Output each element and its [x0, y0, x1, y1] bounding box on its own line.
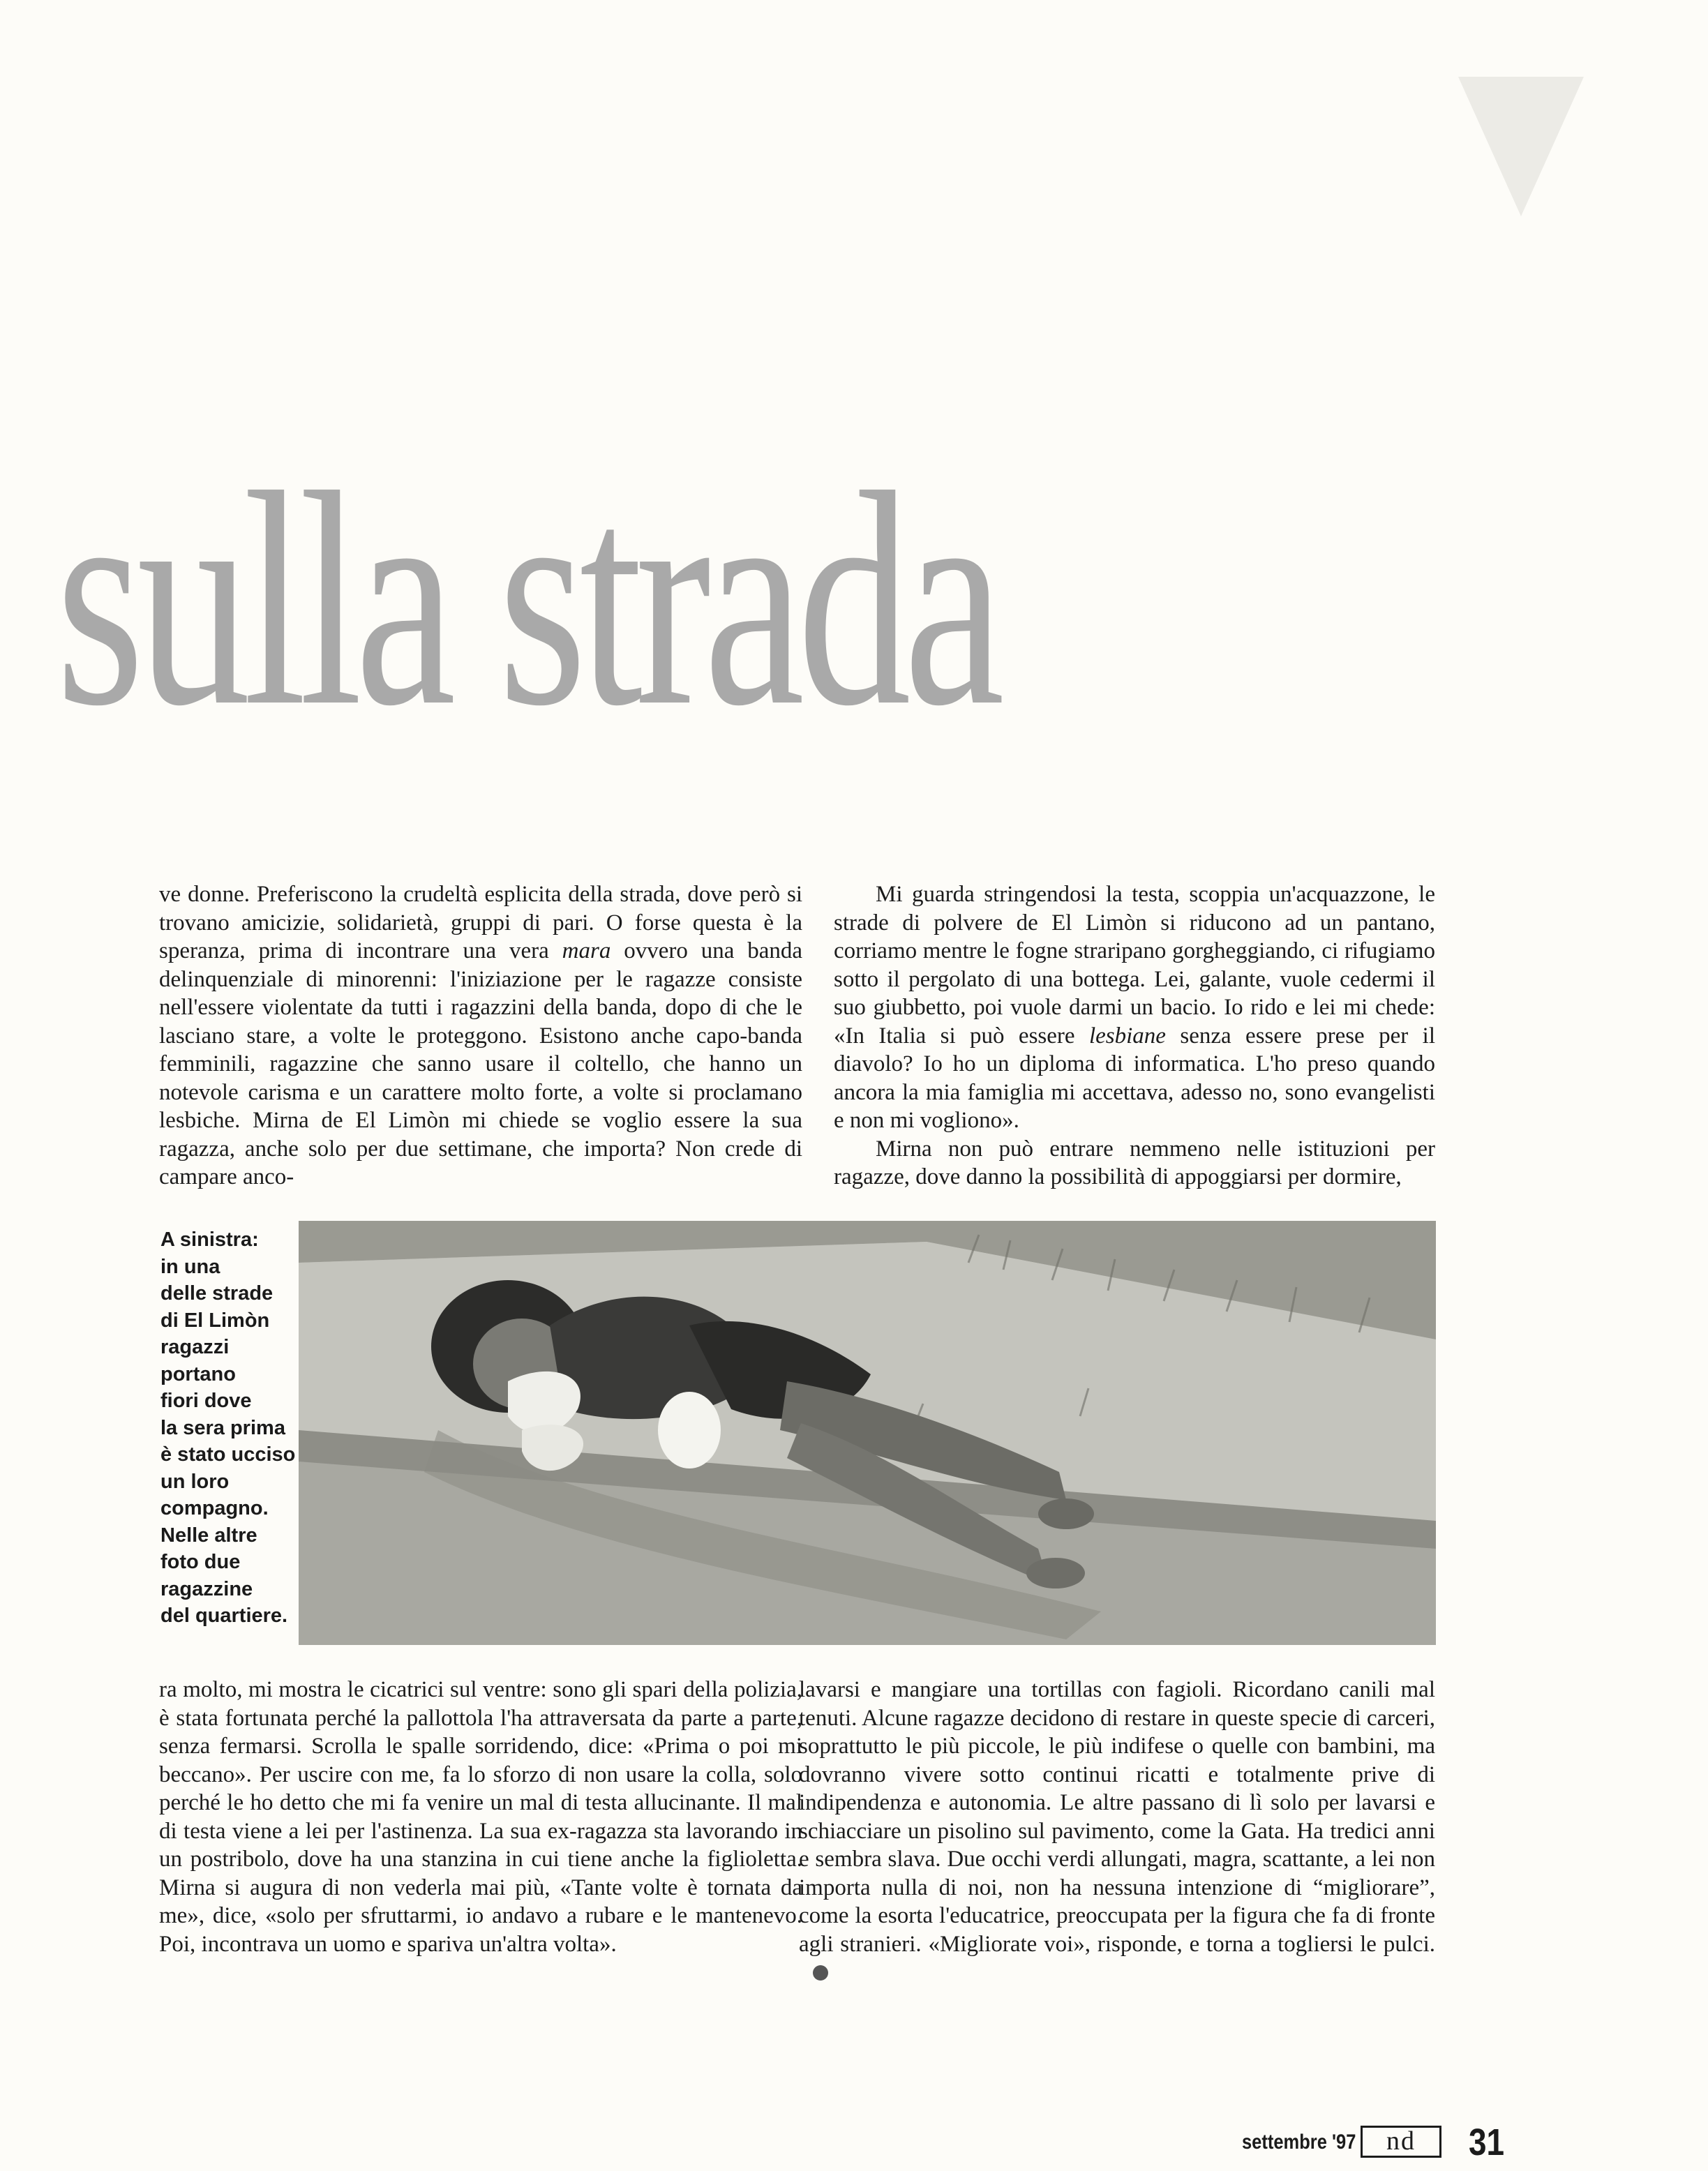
paragraph: Mirna non può entrare nemmeno nelle istituzioni per ragazze, dove danno la possibilità di appoggiarsi per dormire, [834, 1136, 1435, 1189]
caption-line: foto due [160, 1551, 241, 1573]
italic-term: lesbiane [1088, 1023, 1166, 1049]
article-column-1 [159, 880, 802, 1208]
text-run: ovvero una banda delinquenziale di minorenni: l'iniziazione per le ragazze consiste nell'essere violentate da tutti i ragazzini della banda, dopo di che le lasciano stare, a volte le proteggono. Esistono anche capo-banda femminili, ragazzine che sanno usare il coltello, che hanno un notevole carisma e un carattere molto forte, a volte si proclamano lesbiche. Mirna de El Limòn mi chiede se voglio essere la sua ragazza, anche solo per due settimane, che importa? Non crede di campare anco- [159, 938, 802, 1189]
caption-line: portano [160, 1362, 236, 1385]
bleed-through-header [1047, 82, 1465, 124]
page-title: sulla strada [56, 430, 998, 769]
text-run: Mi guarda stringendosi la testa, scoppia un'acquazzone, le strade di polvere de El Limòn si riducono ad un pantano, corriamo mentre le fogne straripano gorgheggiando, ci rifugiamo sotto il pergolato di una bottega. Lei, galante, vuole cedermi il suo giubbetto, poi vuole darmi un bacio. Io rido e lei mi chede: «In Italia si può essere [834, 882, 1435, 1049]
caption-line: ragazzine [160, 1577, 253, 1600]
end-of-article-dot-icon [813, 1965, 828, 1981]
article-column-3 [159, 1676, 802, 2014]
caption-line: del quartiere. [160, 1605, 288, 1627]
text-run: lavarsi e mangiare una tortillas con fagioli. Ricordano canili mal tenuti. Alcune ragazze decidono di restare in queste specie di carceri, soprattutto le più piccole, le più indifese o quelle con bambini, ma dovranno vivere sotto continui ricatti e totalmente prive di indipendenza e autonomia. Le altre passano di lì solo per lavarsi e schiacciare un pisolino sul pavimento, come la Gata. Ha tredici anni e sembra slava. Due occhi verdi allungati, magra, scattante, a lei non importa nulla di noi, non ha nessuna intenzione di “migliorare”, come la esorta l'educatrice, preoccupata per la figura che fa di fronte agli stranieri. «Migliorate voi», risponde, e torna a togliersi le pulci. [799, 1677, 1435, 1957]
caption-line: un loro [160, 1470, 230, 1493]
photo-girl-sleeping-on-street [299, 1221, 1436, 1645]
paragraph: ra molto, mi mostra le cicatrici sul ventre: sono gli spari della polizia, è stata fortunata perché la pallottola l'ha attraversata da parte a parte, senza fermarsi. Scrolla le spalle sorridendo, dice: «Prima o poi mi beccano». Per uscire con me, fa lo sforzo di non usare la colla, solo perché le ho detto che mi fa venire un mal di testa allucinante. Il mal di testa viene a lei per l'astinenza. La sua ex-ragazza sta lavorando in un postribolo, dove ha una stanzina in cui tiene anche la figlioletta. Mirna si augura di non vederla mai più, «Tante volte è tornata da me», dice, «solo per sfruttarmi, io andavo a rubare e le mantenevo. Poi, incontrava un uomo e spariva un'altra volta». [159, 1677, 802, 1957]
caption-line: delle strade [160, 1282, 274, 1305]
paragraph [799, 1676, 1435, 1987]
text-run: senza essere prese per il diavolo? Io ho un diploma di informatica. L'ho preso quando ancora la mia famiglia mi accettava, adesso no, sono evangelisti e non mi vogliono». [834, 1023, 1436, 1133]
article-column-2 [834, 880, 1435, 1208]
article-column-4 [799, 1676, 1435, 2014]
caption-line: di El Limòn [160, 1309, 270, 1332]
paragraph [159, 880, 802, 1192]
text-run: ve donne. Preferiscono la crudeltà esplicita della strada, dove però si trovano amicizie, solidarietà, gruppi di pari. O forse questa è la speranza, prima di incontrare una vera [159, 882, 802, 963]
caption-line: compagno. [160, 1497, 269, 1519]
photo-caption [160, 1226, 300, 1630]
page-number: 31 [1469, 2121, 1505, 2163]
caption-line: la sera prima [160, 1416, 285, 1439]
caption-line: è stato ucciso [160, 1443, 296, 1466]
issue-date: settembre '97 [1242, 2131, 1356, 2154]
italic-term: mara [562, 938, 611, 963]
caption-line: Nelle altre [160, 1524, 257, 1547]
caption-line: A sinistra: [160, 1229, 259, 1251]
bleed-through-triangle [1458, 77, 1584, 216]
caption-line: in una [160, 1255, 220, 1278]
caption-line: fiori dove [160, 1390, 252, 1412]
caption-line: ragazzi [160, 1336, 230, 1358]
magazine-logo: nd [1361, 2126, 1441, 2158]
photo-illustration [299, 1221, 1436, 1645]
paragraph [834, 880, 1435, 1135]
